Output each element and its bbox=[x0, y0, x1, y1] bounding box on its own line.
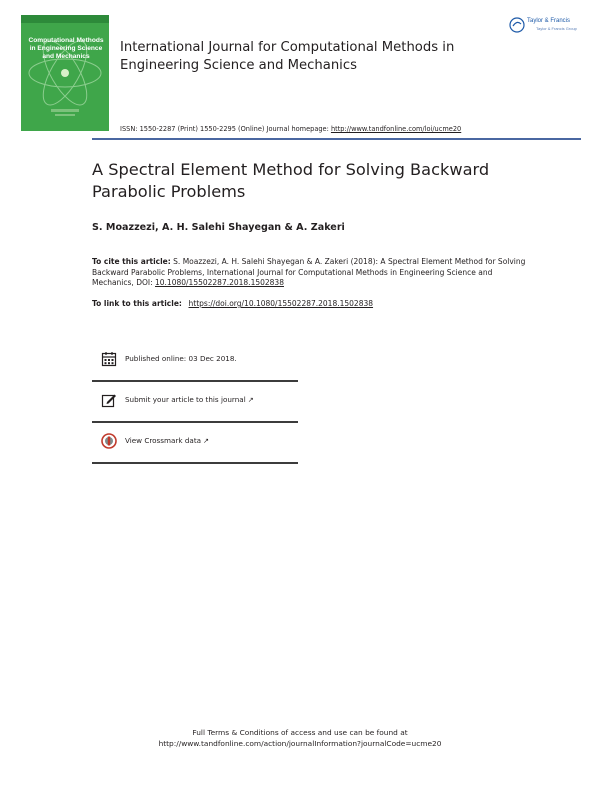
edit-icon bbox=[101, 392, 117, 408]
citation-block bbox=[92, 257, 532, 289]
crossmark-label bbox=[125, 436, 209, 445]
publisher-logo[interactable] bbox=[508, 17, 583, 35]
footer bbox=[90, 727, 510, 749]
journal-homepage-link[interactable]: http://www.tandfonline.com/loi/ucme20 bbox=[330, 125, 462, 133]
external-link-icon: ↗ bbox=[247, 395, 254, 404]
submit-article-label bbox=[125, 395, 254, 404]
submit-article-text: Submit your article to this journal bbox=[125, 395, 246, 404]
article-authors: S. Moazzezi, A. H. Salehi Shayegan & A. Zakeri bbox=[92, 222, 345, 233]
publisher-tagline: Taylor & Francis Group bbox=[536, 26, 577, 31]
citation-text: S. Moazzezi, A. H. Salehi Shayegan & A. Zakeri (2018): A Spectral Element Method for Solving Backward Parabolic Problems, International Journal for Computational Methods in Engineering Science and Mechanics, DOI: bbox=[92, 257, 526, 288]
journal-title: International Journal for Computational Methods in Engineering Science and Mechanics bbox=[120, 40, 455, 73]
calendar-icon bbox=[101, 351, 117, 367]
crossmark-link[interactable] bbox=[92, 425, 298, 465]
issn-line bbox=[120, 125, 540, 133]
issn-text: ISSN: 1550-2287 (Print) 1550-2295 (Online) Journal homepage: bbox=[120, 125, 331, 133]
published-date: Published online: 03 Dec 2018. bbox=[125, 354, 237, 363]
publisher-name: Taylor & Francis bbox=[527, 18, 571, 24]
divider bbox=[92, 421, 298, 423]
submit-article-link[interactable] bbox=[92, 384, 298, 424]
cover-title: Computational Methods in Engineering Science and Mechanics bbox=[28, 37, 104, 60]
header-divider bbox=[92, 138, 581, 140]
article-title: A Spectral Element Method for Solving Backward Parabolic Problems bbox=[92, 160, 490, 201]
article-doi-url[interactable]: https://doi.org/10.1080/15502287.2018.1502838 bbox=[188, 299, 374, 308]
footer-terms: Full Terms & Conditions of access and use can be found at bbox=[192, 728, 408, 737]
article-link-label: To link to this article: bbox=[92, 299, 185, 308]
crossmark-text: View Crossmark data bbox=[125, 436, 202, 445]
crossmark-icon bbox=[101, 433, 117, 449]
footer-url[interactable]: http://www.tandfonline.com/action/journalInformation?journalCode=ucme20 bbox=[158, 739, 442, 748]
atom-graphic bbox=[21, 15, 109, 131]
publisher-logo-icon bbox=[509, 17, 525, 33]
published-row bbox=[92, 343, 298, 383]
divider bbox=[92, 380, 298, 382]
journal-cover bbox=[21, 15, 109, 131]
divider bbox=[92, 462, 298, 464]
external-link-icon: ↗ bbox=[203, 436, 210, 445]
citation-doi-link[interactable]: 10.1080/15502287.2018.1502838 bbox=[155, 278, 284, 288]
article-link-line bbox=[92, 299, 532, 308]
citation-label: To cite this article: bbox=[92, 257, 171, 266]
